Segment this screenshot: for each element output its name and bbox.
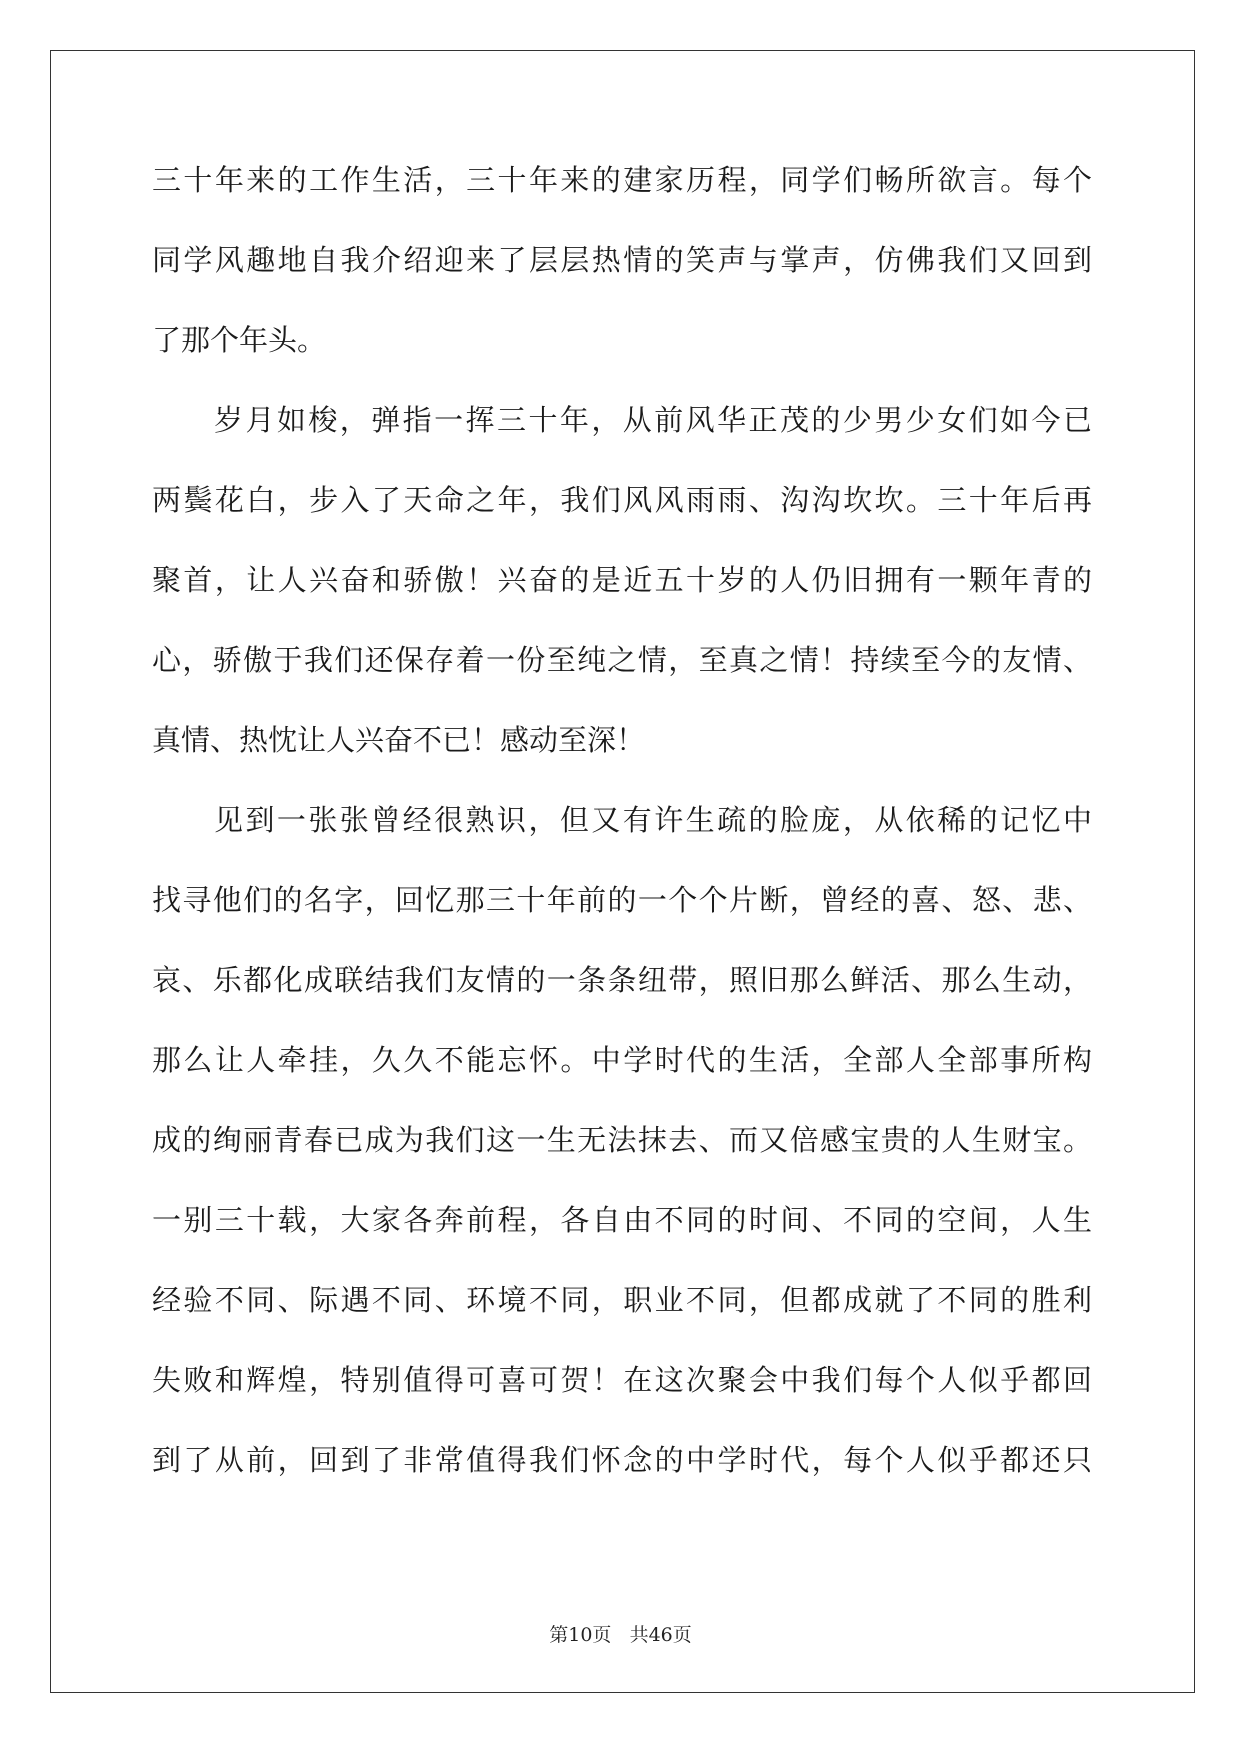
text-line-8: 真情、热忱让人兴奋不已！感动至深！ — [152, 723, 646, 757]
text-line-12: 那么让人牵挂，久久不能忘怀。中学时代的生活，全部人全部事所构 — [152, 1043, 1092, 1077]
text-line-3: 了那个年头。 — [152, 323, 327, 357]
body-text — [152, 160, 1092, 1520]
text-line-5: 两鬓花白，步入了天命之年，我们风风雨雨、沟沟坎坎。三十年后再 — [152, 483, 1092, 517]
text-line-17: 到了从前，回到了非常值得我们怀念的中学时代，每个人似乎都还只 — [152, 1443, 1092, 1477]
text-line-10: 找寻他们的名字，回忆那三十年前的一个个片断，曾经的喜、怒、悲、 — [152, 883, 1092, 917]
text-line-7: 心，骄傲于我们还保存着一份至纯之情，至真之情！持续至今的友情、 — [152, 643, 1092, 677]
text-line-13: 成的绚丽青春已成为我们这一生无法抹去、而又倍感宝贵的人生财宝。 — [152, 1123, 1092, 1157]
text-line-4: 岁月如梭，弹指一挥三十年，从前风华正茂的少男少女们如今已 — [214, 403, 1092, 437]
page-total: 共46页 — [629, 1624, 692, 1646]
text-line-11: 哀、乐都化成联结我们友情的一条条纽带，照旧那么鲜活、那么生动， — [152, 963, 1092, 997]
text-line-15: 经验不同、际遇不同、环境不同，职业不同，但都成就了不同的胜利 — [152, 1283, 1092, 1317]
text-line-14: 一别三十载，大家各奔前程，各自由不同的时间、不同的空间，人生 — [152, 1203, 1092, 1237]
page-number: 第10页 — [549, 1624, 612, 1646]
text-line-9: 见到一张张曾经很熟识，但又有许生疏的脸庞，从依稀的记忆中 — [214, 803, 1092, 837]
page-footer — [0, 1620, 1241, 1647]
text-line-16: 失败和辉煌，特别值得可喜可贺！在这次聚会中我们每个人似乎都回 — [152, 1363, 1092, 1397]
text-line-6: 聚首，让人兴奋和骄傲！兴奋的是近五十岁的人仍旧拥有一颗年青的 — [152, 563, 1092, 597]
text-line-2: 同学风趣地自我介绍迎来了层层热情的笑声与掌声，仿佛我们又回到 — [152, 243, 1092, 277]
text-line-1: 三十年来的工作生活，三十年来的建家历程，同学们畅所欲言。每个 — [152, 163, 1092, 197]
